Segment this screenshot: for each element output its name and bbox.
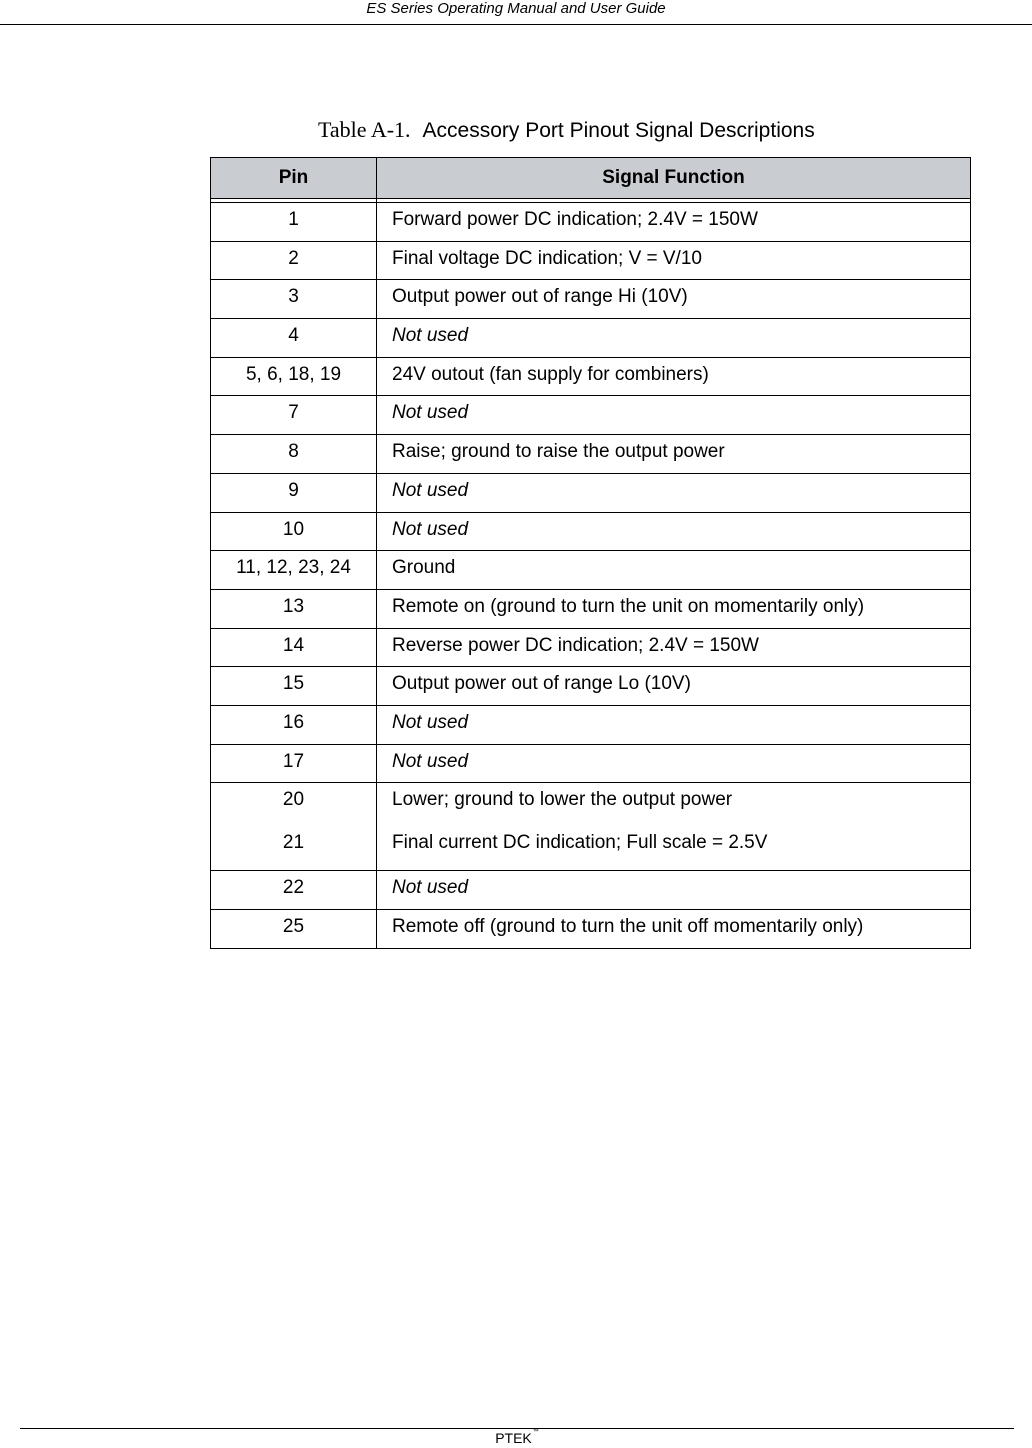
signal-function-cell — [377, 396, 971, 435]
pin-value: 14 — [282, 634, 305, 656]
pin-cell — [211, 357, 377, 396]
table-row — [211, 473, 971, 512]
signal-function-cell — [377, 667, 971, 706]
pin-value: 5, 6, 18, 19 — [245, 363, 342, 385]
signal-function-cell — [377, 435, 971, 474]
table-row — [211, 667, 971, 706]
pin-value: 22 — [282, 877, 305, 899]
table-body — [211, 203, 971, 949]
pin-cell — [211, 871, 377, 910]
header-title: ES Series Operating Manual and User Guide — [366, 0, 666, 17]
pin-cell — [211, 203, 377, 242]
signal-function-cell — [377, 628, 971, 667]
column-header-pin: Pin — [211, 158, 377, 199]
signal-function-cell — [377, 203, 971, 242]
signal-function-text: Lower; ground to lower the output power — [392, 789, 733, 811]
pinout-table — [210, 157, 971, 949]
signal-function-text: Final voltage DC indication; V = V/10 — [392, 247, 702, 269]
table-row — [211, 396, 971, 435]
signal-function-text: Not used — [392, 711, 469, 733]
signal-function-cell — [377, 280, 971, 319]
pin-cell — [211, 589, 377, 628]
pin-cell — [211, 241, 377, 280]
table-row — [211, 628, 971, 667]
pin-cell — [211, 319, 377, 358]
signal-function-cell — [377, 744, 971, 783]
pin-cell — [211, 705, 377, 744]
trademark-symbol: ™ — [532, 1429, 539, 1435]
signal-function-text: Reverse power DC indication; 2.4V = 150W — [392, 634, 759, 656]
table-row — [211, 203, 971, 242]
signal-function-cell — [377, 705, 971, 744]
table-row — [211, 280, 971, 319]
pin-value: 10 — [282, 518, 305, 540]
table-row — [211, 910, 971, 949]
signal-function-cell — [377, 910, 971, 949]
signal-function-text: Not used — [392, 750, 469, 772]
pin-cell — [211, 435, 377, 474]
signal-function-text: Remote off (ground to turn the unit off momentarily only) — [392, 916, 864, 937]
signal-function-text: Not used — [392, 518, 469, 540]
pin-cell — [211, 512, 377, 551]
page-header — [0, 0, 1032, 25]
signal-function-text: 24V outout (fan supply for combiners) — [392, 363, 709, 385]
table-row — [211, 783, 971, 871]
pin-value: 21 — [282, 832, 305, 854]
pin-value: 2 — [288, 247, 299, 269]
table-row — [211, 241, 971, 280]
pin-cell — [211, 744, 377, 783]
brand-name: PTEK — [495, 1430, 532, 1446]
signal-function-text: Final current DC indication; Full scale = 2.5V — [392, 832, 768, 854]
pin-value: 7 — [288, 402, 299, 424]
table-row — [211, 744, 971, 783]
pin-value: 11, 12, 23, 24 — [236, 557, 351, 579]
pin-value: 9 — [288, 479, 299, 501]
pin-value: 1 — [288, 209, 299, 230]
signal-function-cell — [377, 783, 971, 871]
pin-cell — [211, 551, 377, 590]
signal-function-cell — [377, 241, 971, 280]
pin-cell — [211, 783, 377, 871]
page-footer — [20, 1428, 1014, 1448]
signal-function-text: Output power out of range Lo (10V) — [392, 673, 691, 695]
signal-function-cell — [377, 357, 971, 396]
signal-function-cell — [377, 319, 971, 358]
signal-function-text: Remote on (ground to turn the unit on momentarily only) — [392, 595, 865, 617]
pin-value: 17 — [282, 750, 305, 772]
table-row — [211, 589, 971, 628]
pin-value: 16 — [282, 711, 305, 733]
signal-function-text: Not used — [392, 402, 469, 424]
signal-function-text: Raise; ground to raise the output power — [392, 441, 725, 463]
caption-label: Table A-1. — [318, 117, 411, 142]
table-row — [211, 705, 971, 744]
signal-function-text: Ground — [392, 557, 456, 579]
signal-function-cell — [377, 551, 971, 590]
column-header-signal-function: Signal Function — [377, 158, 971, 199]
footer-brand — [495, 1430, 539, 1446]
table-row — [211, 551, 971, 590]
signal-function-cell — [377, 512, 971, 551]
signal-function-text: Output power out of range Hi (10V) — [392, 286, 688, 308]
pin-cell — [211, 280, 377, 319]
signal-function-cell — [377, 589, 971, 628]
pin-cell — [211, 473, 377, 512]
table-caption — [318, 117, 815, 143]
pin-value: 25 — [282, 916, 305, 937]
pin-value: 4 — [288, 325, 299, 347]
pin-value: 13 — [282, 595, 305, 617]
table-row — [211, 357, 971, 396]
pin-value: 8 — [288, 441, 299, 463]
signal-function-text: Forward power DC indication; 2.4V = 150W — [392, 209, 758, 230]
signal-function-text: Not used — [392, 479, 469, 501]
table-header-row — [211, 158, 971, 199]
pin-cell — [211, 910, 377, 949]
table-row — [211, 435, 971, 474]
table-row — [211, 319, 971, 358]
pin-cell — [211, 628, 377, 667]
table-row — [211, 512, 971, 551]
signal-function-cell — [377, 473, 971, 512]
pin-cell — [211, 667, 377, 706]
pin-value: 20 — [282, 789, 305, 811]
signal-function-text: Not used — [392, 877, 469, 899]
signal-function-cell — [377, 871, 971, 910]
pin-value: 3 — [288, 286, 299, 308]
table-row — [211, 871, 971, 910]
caption-text: Accessory Port Pinout Signal Descriptions — [422, 119, 815, 142]
pin-cell — [211, 396, 377, 435]
pin-value: 15 — [282, 673, 305, 695]
signal-function-text: Not used — [392, 325, 469, 347]
